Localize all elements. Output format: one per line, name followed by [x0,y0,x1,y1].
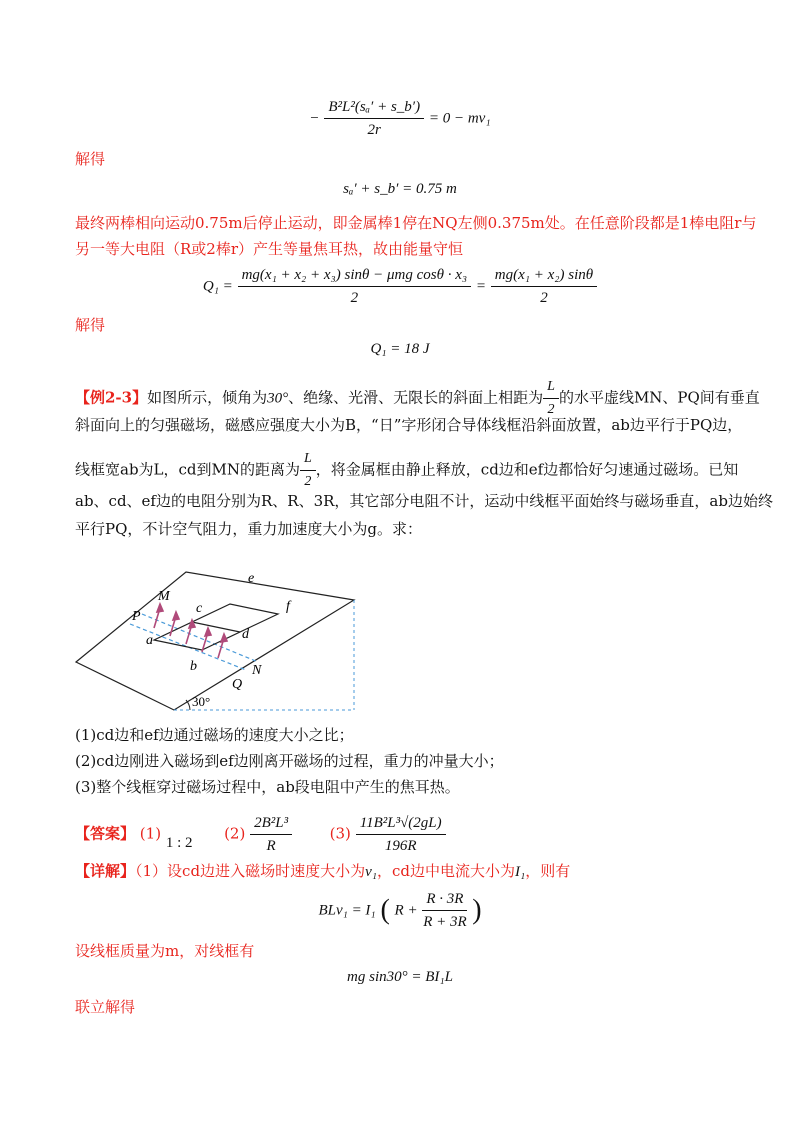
answer-a3-frac [356,812,446,857]
eq-q1-den1: 2 [350,290,359,306]
eq-q1-frac1 [238,264,472,309]
incline-plane [76,572,354,710]
eq-s: sₐ′ + s_b′ = 0.75 m [343,181,457,197]
detail-tag: 【详解】 [75,862,136,880]
eq-blv-paren-open: ( [380,894,390,926]
label-p: P [132,609,141,624]
example-tag: 【例2-3】 [75,388,148,407]
eq-blv-frac [422,888,467,933]
label-e: e [248,571,255,586]
incline-figure [70,566,370,718]
example-line1-b: 、绝缘、光滑、无限长的斜面上相距为 [288,388,544,407]
eq-q1-num2: mg(x₁ + x₂) sinθ [491,264,597,287]
mass-text: 设线框质量为m，对线框有 [75,942,255,960]
eq-q1-lhs: Q₁ = [202,278,233,295]
jiede-1-text: 解得 [75,150,106,168]
label-angle: 30° [192,694,211,709]
cd-edge [192,622,240,632]
label-q: Q [232,677,243,692]
question-1: (1)cd边和ef边通过磁场的速度大小之比； [75,726,354,744]
answer-a2-frac [250,812,292,857]
eq-q1-frac2 [491,264,597,309]
example-line-4: ab、cd、ef边的电阻分别为R、R、3R，其它部分电阻不计，运动中线框平面始终与磁场垂直，ab边始终 [75,492,773,510]
top-fraction [324,96,424,141]
label-a: a [146,633,153,648]
eq-q1-den2: 2 [540,290,548,306]
example-line3-a: 线框宽ab为L，cd到MN的距离为 [75,460,300,479]
answer-a1-label: (1) [139,824,162,843]
detail-text-b: ，cd边中电流大小为 [376,862,515,880]
example-line1-a: 如图所示，倾角为 [147,388,268,407]
top-fraction-num: B²L²(sₐ′ + s_b′) [324,96,424,119]
example-line-5: 平行PQ，不计空气阻力，重力加速度大小为g。求： [75,520,422,538]
answer-a3-num: 11B²L³√(2gL) [356,812,446,835]
eq-mg: mg sin30° = BI₁L [347,969,453,985]
question-3: (3)整个线框穿过磁场过程中，ab段电阻中产生的焦耳热。 [75,778,460,796]
example-line3-b: ，将金属框由静止释放，cd边和ef边都恰好匀速通过磁场。已知 [315,460,739,479]
answer-a1: 1 : 2 [165,834,193,851]
answer-tag: 【答案】 [75,824,136,843]
red-paragraph-2: 另一等大电阻（R或2棒r）产生等量焦耳热，故由能量守恒 [75,240,464,258]
detail-line [75,860,570,883]
lianli: 联立解得 [75,998,136,1016]
example-frac-num: L [543,376,559,399]
field-arrows [154,604,227,658]
example-angle: 30° [267,390,289,407]
detail-text-a: （1）设cd边进入磁场时速度大小为 [135,862,366,880]
minus-sign: − [309,110,320,127]
top-equation [0,96,800,141]
detail-text-c: ，则有 [525,862,571,880]
eq-blv-lhs: BLv₁ = I₁ [318,902,376,919]
jiede-2: 解得 [75,316,106,334]
example-frac2-den: 2 [304,474,312,489]
label-c: c [196,601,203,616]
top-equation-rhs: = 0 − mv₁ [428,110,491,127]
example-frac2-num: L [300,448,316,471]
eq-blv-den: R + 3R [423,914,467,930]
answer-a3-label: (3) [329,824,351,843]
label-f: f [286,599,290,614]
eq-blv [0,888,800,933]
question-2: (2)cd边刚进入磁场到ef边刚离开磁场的过程，重力的冲量大小； [75,752,504,770]
red-paragraph-1: 最终两棒相向运动0.75m后停止运动，即金属棒1停在NQ左侧0.375m处。在任意阶段都是1棒电阻r与 [75,214,757,232]
eq-q1-eq: = [475,278,487,295]
example-line-3 [75,448,738,493]
example-line1-c: 的水平虚线MN、PQ间有垂直 [558,388,760,407]
answer-a3-den: 196R [384,838,417,854]
answer-a2-label: (2) [224,824,246,843]
example-frac-2 [300,448,316,493]
top-fraction-den: 2r [367,122,381,138]
eq-blv-paren-close: ) [472,894,482,926]
detail-v1: v₁ [365,864,377,880]
answer-line [75,812,446,852]
example-line-2: 斜面向上的匀强磁场，磁感应强度大小为B，“日”字形闭合导体线框沿斜面放置，ab边平行于PQ边， [75,416,743,434]
jiede-1 [75,148,105,170]
label-b: b [190,659,197,674]
eq-blv-num: R · 3R [422,888,467,911]
eq-blv-r: R + [394,902,418,919]
answer-a2-den: R [266,838,276,854]
label-n: N [252,663,262,678]
example-frac-den: 2 [547,402,555,417]
label-m: M [158,589,170,604]
eq-q1-val: Q₁ = 18 J [370,341,430,357]
detail-i1: I₁ [514,864,526,880]
eq-q1-num1: mg(x₁ + x₂ + x₃) sinθ − μmg cosθ · x₃ [238,264,472,287]
label-d: d [242,627,249,642]
answer-a2-num: 2B²L³ [250,812,292,835]
eq-q1 [0,264,800,309]
